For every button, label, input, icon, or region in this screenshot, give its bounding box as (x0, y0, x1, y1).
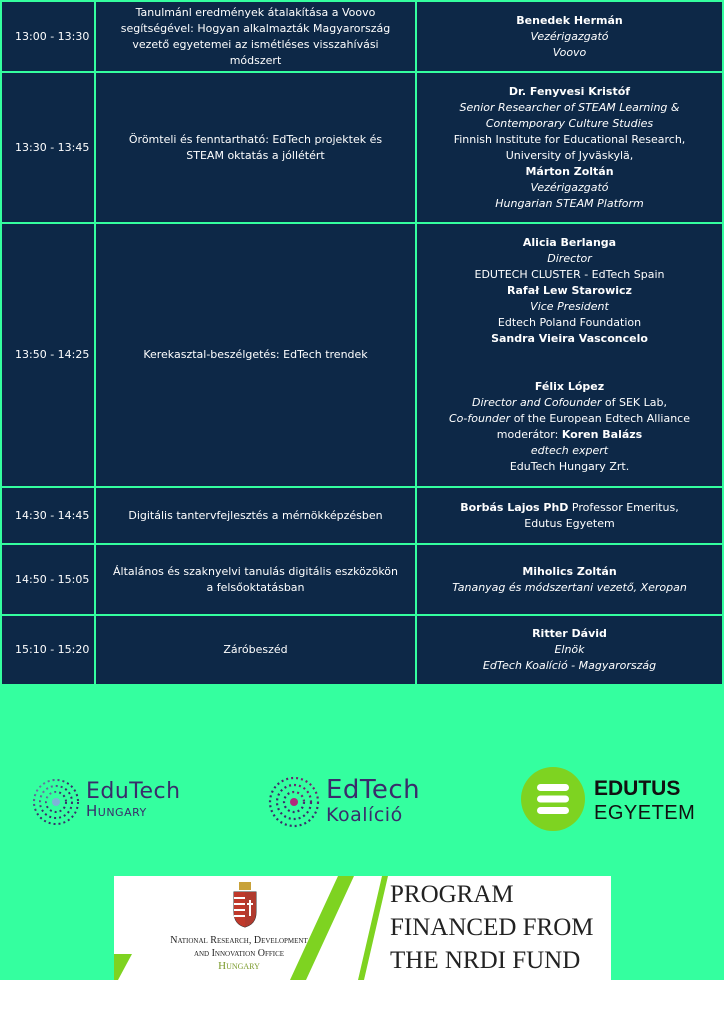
speaker-line: Co-founder of the European Edtech Alliance (449, 412, 690, 425)
speaker-name: Rafał Lew Starowicz (507, 284, 632, 297)
speaker-name: Sandra Vieira Vasconcelo (491, 332, 648, 345)
speaker-name: Félix López (534, 380, 605, 393)
speaker-cell (415, 543, 724, 616)
time-cell (0, 543, 96, 616)
speaker-name: Benedek Hermán (516, 13, 623, 27)
speaker-cell (415, 614, 724, 686)
title-cell (94, 486, 417, 545)
speaker-name: Ritter Dávid (532, 627, 607, 640)
session-title: Tanulmánl eredmények átalakítása a Voovo segítségével: Hogyan alkalmazták Magyarország vezető egyetemei az ismétléses visszahívási módszert (120, 5, 391, 67)
time-cell (0, 71, 96, 224)
speaker-line: Director and Cofounder of SEK Lab, (472, 396, 667, 409)
session-title: Kerekasztal-beszélgetés: EdTech trendek (143, 348, 368, 361)
bottom-margin (0, 980, 724, 1024)
nrdi-office-line-1: National Research, Development (170, 935, 308, 946)
nrdi-office-line-3: Hungary (218, 960, 260, 972)
time-text: 14:50 - 15:05 (15, 572, 90, 586)
globe-dots-icon (266, 774, 322, 830)
speaker-line: Vezérigazgató (530, 29, 609, 43)
speaker-line: Edtech Poland Foundation (497, 316, 642, 329)
speaker-line: Edutus Egyetem (524, 516, 615, 530)
speaker-line: Elnök (554, 643, 585, 656)
speaker-line: Director (547, 252, 592, 265)
speaker-line: edtech expert (530, 444, 609, 457)
speaker-line: Finnish Institute for Educational Research, University of Jyväskylä, (453, 132, 686, 162)
speaker-line: EDUTECH CLUSTER - EdTech Spain (474, 268, 665, 281)
speaker-name: Miholics Zoltán (522, 564, 617, 578)
speaker-line: Borbás Lajos PhD Professor Emeritus, (460, 500, 679, 514)
speaker-cell (415, 71, 724, 224)
nrdi-office-line-2: and Innovation Office (193, 948, 285, 959)
session-title: Általános és szaknyelvi tanulás digitális eszközökön a felsőoktatásban (113, 564, 398, 594)
time-cell (0, 486, 96, 545)
title-cell (94, 543, 417, 616)
logo-koalicio-text: Koalíció (326, 804, 403, 826)
time-text: 13:30 - 13:45 (15, 140, 90, 154)
logo-hungary-text: Hungary (86, 802, 147, 820)
speaker-line: Vezérigazgató (530, 180, 609, 194)
globe-dots-icon (30, 776, 82, 828)
speaker-name: Alicia Berlanga (522, 236, 617, 249)
title-cell (94, 0, 417, 73)
logo-edutech-text: EduTech (86, 779, 181, 804)
time-cell (0, 0, 96, 73)
time-cell (0, 614, 96, 686)
session-title: Digitális tantervfejlesztés a mérnökképzésben (128, 508, 383, 522)
speaker-line: EduTech Hungary Zrt. (509, 460, 630, 473)
session-title: Záróbeszéd (223, 643, 288, 656)
logo-edutus-text: EDUTUS (594, 777, 681, 800)
edutus-e-icon (520, 766, 586, 832)
time-cell (0, 222, 96, 488)
session-title: Örömteli és fenntartható: EdTech projektek és STEAM oktatás a jóllétért (128, 132, 383, 162)
time-text: 13:50 - 14:25 (15, 348, 90, 361)
time-text: 14:30 - 14:45 (15, 508, 90, 522)
speaker-name: Márton Zoltán (525, 164, 614, 178)
program-line-3: THE NRDI FUND (390, 947, 581, 974)
edutech-hungary-logo (30, 774, 210, 830)
speaker-line: EdTech Koalíció - Magyarország (482, 659, 657, 672)
logo-edtech-text: EdTech (326, 775, 421, 805)
speaker-cell (415, 486, 724, 545)
program-line-1: PROGRAM (390, 881, 514, 908)
speaker-cell (415, 0, 724, 73)
title-cell (94, 71, 417, 224)
speaker-line: Vice President (530, 300, 609, 313)
program-line-2: FINANCED FROM (390, 914, 594, 941)
speaker-name: Dr. Fenyvesi Kristóf (508, 84, 631, 98)
speaker-line: Hungarian STEAM Platform (495, 196, 644, 210)
nrdi-funding-banner (114, 876, 611, 980)
speaker-line: Voovo (552, 45, 587, 59)
speaker-line: Tananyag és módszertani vezető, Xeropan (452, 580, 687, 594)
speaker-line: moderátor: Koren Balázs (496, 428, 643, 441)
title-cell (94, 222, 417, 488)
title-cell (94, 614, 417, 686)
time-text: 15:10 - 15:20 (15, 643, 90, 656)
hungarian-coat-of-arms-icon (232, 882, 258, 928)
logo-egyetem-text: EGYETEM (594, 802, 696, 824)
edutus-egyetem-logo (520, 766, 710, 834)
speaker-line: Senior Researcher of STEAM Learning & Contemporary Culture Studies (459, 100, 680, 130)
speaker-cell (415, 222, 724, 488)
edtech-koalicio-logo (266, 772, 466, 832)
time-text: 13:00 - 13:30 (15, 29, 90, 43)
